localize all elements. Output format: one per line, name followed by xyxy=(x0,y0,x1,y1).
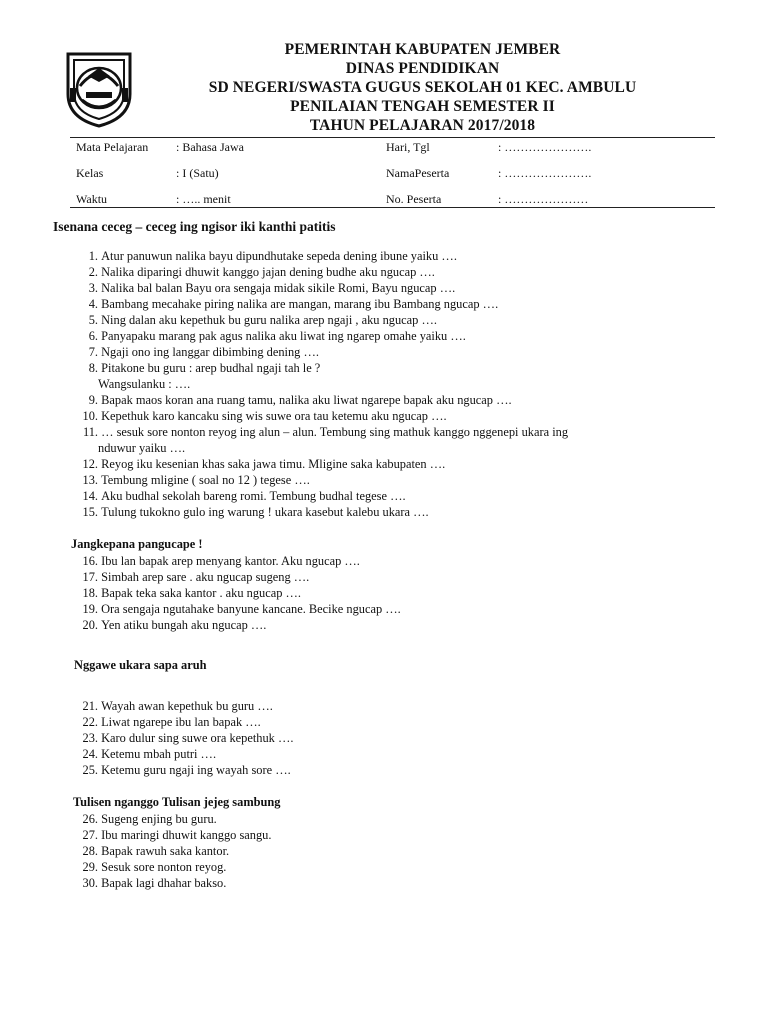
question-number: 9. xyxy=(88,393,98,407)
exam-info-table xyxy=(76,138,716,208)
question-text: Nalika bal balan Bayu ora sengaja midak sikile Romi, Bayu ngucap …. xyxy=(101,281,456,295)
section-title-4: Tulisen nganggo Tulisan jejeg sambung xyxy=(73,795,281,809)
question-number: 12. xyxy=(82,457,98,471)
question-text: Simbah arep sare . aku ngucap sugeng …. xyxy=(101,570,310,584)
question-number: 19. xyxy=(82,602,98,616)
question-text: Pitakone bu guru : arep budhal ngaji tah le ? xyxy=(101,361,321,375)
question-text: Atur panuwun nalika bayu dipundhutake sepeda dening ibune yaiku …. xyxy=(101,249,457,263)
question-number: 30. xyxy=(82,876,98,890)
participant-number-value: : ………………… xyxy=(498,192,589,206)
question-text: Liwat ngarepe ibu lan bapak …. xyxy=(101,715,261,729)
question-item xyxy=(68,488,406,504)
question-item xyxy=(68,248,457,264)
question-number: 4. xyxy=(88,297,98,311)
question-item xyxy=(68,585,301,601)
question-item xyxy=(68,811,217,827)
question-text: Ora sengaja ngutahake banyune kancane. Becike ngucap …. xyxy=(101,602,401,616)
question-item xyxy=(68,746,216,762)
header-school: SD NEGERI/SWASTA GUGUS SEKOLAH 01 KEC. AMBULU xyxy=(208,79,637,96)
question-item xyxy=(68,698,273,714)
question-continuation: nduwur yaiku …. xyxy=(98,441,186,455)
question-text: Tembung mligine ( soal no 12 ) tegese …. xyxy=(101,473,310,487)
question-item xyxy=(68,344,319,360)
question-text: … sesuk sore nonton reyog ing alun – alun. Tembung sing mathuk kanggo nggenepi ukara ing xyxy=(101,425,569,439)
header-school-year: TAHUN PELAJARAN 2017/2018 xyxy=(309,117,536,134)
question-text: Panyapaku marang pak agus nalika aku liwat ing ngarep omahe yaiku …. xyxy=(101,329,466,343)
question-item xyxy=(68,730,293,746)
question-number: 17. xyxy=(82,570,98,584)
question-item xyxy=(68,762,291,778)
question-number: 3. xyxy=(88,281,98,295)
question-item xyxy=(68,859,226,875)
question-text: Tulung tukokno gulo ing warung ! ukara kasebut kalebu ukara …. xyxy=(101,505,429,519)
question-item xyxy=(68,408,447,424)
question-text: Wayah awan kepethuk bu guru …. xyxy=(101,699,273,713)
question-item xyxy=(68,392,512,408)
question-item xyxy=(68,280,455,296)
participant-name-label: NamaPeserta xyxy=(386,166,450,180)
question-number: 25. xyxy=(82,763,98,777)
letterhead xyxy=(140,40,705,135)
question-number: 27. xyxy=(82,828,98,842)
question-number: 14. xyxy=(82,489,98,503)
question-text: Nalika diparingi dhuwit kanggo jajan dening budhe aku ngucap …. xyxy=(101,265,435,279)
question-item xyxy=(68,569,309,585)
question-text: Bapak rawuh saka kantor. xyxy=(101,844,230,858)
question-number: 20. xyxy=(82,618,98,632)
question-text: Sesuk sore nonton reyog. xyxy=(101,860,227,874)
question-text: Bapak teka saka kantor . aku ngucap …. xyxy=(101,586,302,600)
question-text: Bambang mecahake piring nalika are mangan, marang ibu Bambang ngucap …. xyxy=(101,297,499,311)
section-title-2: Jangkepana pangucape ! xyxy=(71,537,203,551)
time-value: : ….. menit xyxy=(176,192,231,206)
question-number: 8. xyxy=(88,361,98,375)
question-text: Aku budhal sekolah bareng romi. Tembung budhal tegese …. xyxy=(101,489,406,503)
question-number: 22. xyxy=(82,715,98,729)
section-title-3: Nggawe ukara sapa aruh xyxy=(74,658,207,672)
question-number: 23. xyxy=(82,731,98,745)
question-number: 10. xyxy=(82,409,98,423)
question-item xyxy=(68,714,261,730)
question-number: 1. xyxy=(88,249,98,263)
kabupaten-jember-emblem-icon xyxy=(64,48,134,128)
question-number: 15. xyxy=(82,505,98,519)
question-item xyxy=(68,827,271,843)
question-item xyxy=(68,360,320,376)
question-text: Ketemu guru ngaji ing wayah sore …. xyxy=(101,763,291,777)
question-text: Ibu lan bapak arep menyang kantor. Aku ngucap …. xyxy=(101,554,360,568)
question-number: 11. xyxy=(82,425,98,439)
question-item xyxy=(68,296,498,312)
question-answer-line: Wangsulanku : …. xyxy=(98,377,191,391)
question-text: Bapak maos koran ana ruang tamu, nalika aku liwat ngarepe bapak aku ngucap …. xyxy=(101,393,512,407)
question-number: 21. xyxy=(82,699,98,713)
question-text: Ibu maringi dhuwit kanggo sangu. xyxy=(101,828,272,842)
question-number: 5. xyxy=(88,313,98,327)
section-title-1: Isenana ceceg – ceceg ing ngisor iki kanthi patitis xyxy=(53,219,336,234)
question-number: 7. xyxy=(88,345,98,359)
header-divider-bottom xyxy=(70,207,715,208)
question-text: Ning dalan aku kepethuk bu guru nalika arep ngaji , aku ngucap …. xyxy=(101,313,437,327)
header-government: PEMERINTAH KABUPATEN JEMBER xyxy=(284,41,561,58)
header-department: DINAS PENDIDIKAN xyxy=(345,60,500,77)
question-item xyxy=(68,472,310,488)
question-text: Karo dulur sing suwe ora kepethuk …. xyxy=(101,731,294,745)
question-item xyxy=(68,264,435,280)
question-item xyxy=(68,424,568,440)
question-item xyxy=(68,843,229,859)
question-item xyxy=(68,328,466,344)
class-label: Kelas xyxy=(76,166,104,180)
question-item xyxy=(68,601,401,617)
question-number: 2. xyxy=(88,265,98,279)
class-value: : I (Satu) xyxy=(176,166,219,180)
question-number: 29. xyxy=(82,860,98,874)
question-number: 18. xyxy=(82,586,98,600)
question-number: 26. xyxy=(82,812,98,826)
subject-value: : Bahasa Jawa xyxy=(176,140,244,154)
question-number: 16. xyxy=(82,554,98,568)
question-text: Kepethuk karo kancaku sing wis suwe ora tau ketemu aku ngucap …. xyxy=(101,409,447,423)
question-item xyxy=(68,504,429,520)
question-text: Yen atiku bungah aku ngucap …. xyxy=(101,618,267,632)
question-number: 6. xyxy=(88,329,98,343)
time-label: Waktu xyxy=(76,192,108,206)
day-date-value: : …………………. xyxy=(498,140,592,154)
day-date-label: Hari, Tgl xyxy=(386,140,430,154)
question-item xyxy=(68,617,266,633)
participant-name-value: : …………………. xyxy=(498,166,592,180)
question-text: Reyog iku kesenian khas saka jawa timu. Mligine saka kabupaten …. xyxy=(101,457,446,471)
question-number: 13. xyxy=(82,473,98,487)
participant-number-label: No. Peserta xyxy=(386,192,442,206)
question-text: Ngaji ono ing langgar dibimbing dening …. xyxy=(101,345,319,359)
question-item xyxy=(68,456,445,472)
question-number: 24. xyxy=(82,747,98,761)
question-number: 28. xyxy=(82,844,98,858)
question-item xyxy=(68,875,226,891)
header-exam-name: PENILAIAN TENGAH SEMESTER II xyxy=(290,98,555,115)
question-item xyxy=(68,553,360,569)
question-text: Sugeng enjing bu guru. xyxy=(101,812,217,826)
question-item xyxy=(68,312,437,328)
subject-label: Mata Pelajaran xyxy=(76,140,149,154)
question-text: Ketemu mbah putri …. xyxy=(101,747,217,761)
question-text: Bapak lagi dhahar bakso. xyxy=(101,876,227,890)
